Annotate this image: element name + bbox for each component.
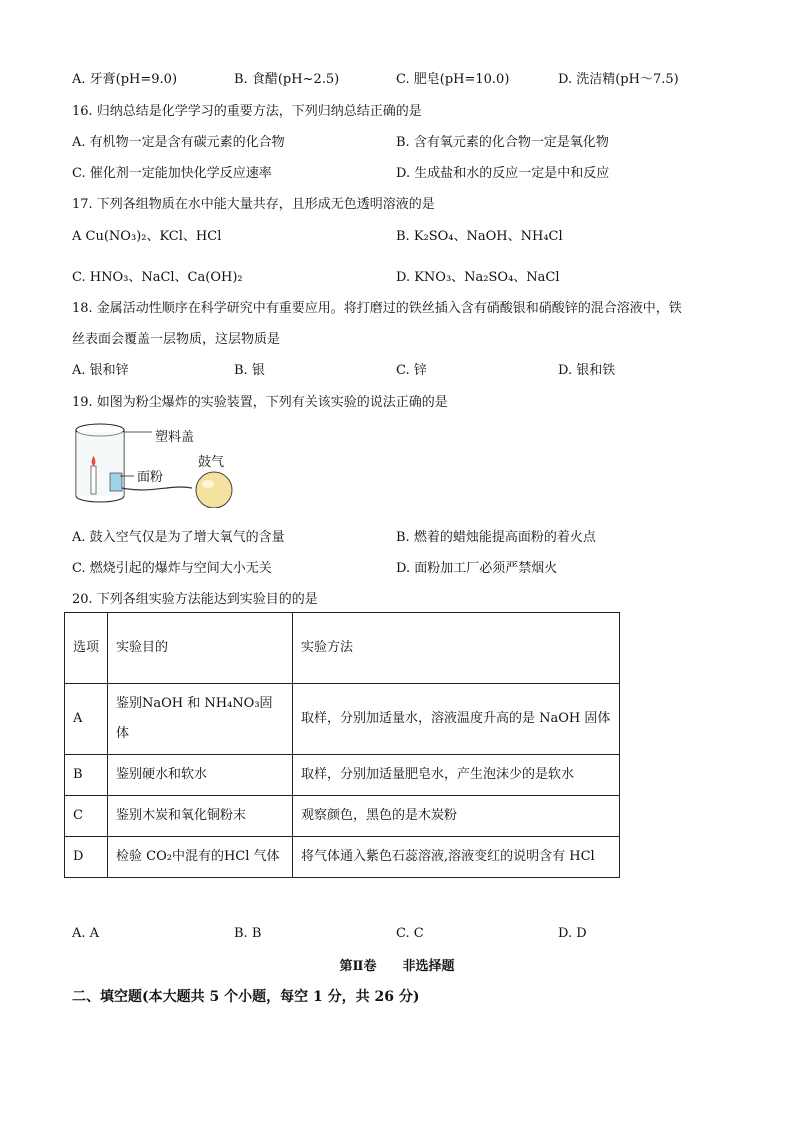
q15-option-b: B. 食醋(pH~2.5) <box>234 72 340 87</box>
row-label: C <box>65 796 108 837</box>
q20-option-a: A. A <box>72 926 100 941</box>
figure-label-pump: 鼓气 <box>198 455 225 470</box>
row-method: 观察颜色，黑色的是木炭粉 <box>293 796 620 837</box>
q19-option-a: A. 鼓入空气仅是为了增大氧气的含量 <box>72 530 285 545</box>
q19-stem: 19. 如图为粉尘爆炸的实验装置，下列有关该实验的说法正确的是 <box>72 395 448 410</box>
q20-option-c: C. C <box>396 926 424 941</box>
table-header-row <box>65 613 620 684</box>
q16-option-c: C. 催化剂一定能加快化学反应速率 <box>72 166 272 181</box>
q17-stem: 17. 下列各组物质在水中能大量共存，且形成无色透明溶液的是 <box>72 197 435 212</box>
row-method: 取样，分别加适量肥皂水，产生泡沫少的是软水 <box>293 755 620 796</box>
q18-option-d: D. 银和铁 <box>558 363 616 378</box>
q16-option-a: A. 有机物一定是含有碳元素的化合物 <box>72 135 285 150</box>
table-row <box>65 837 620 878</box>
row-label: B <box>65 755 108 796</box>
row-purpose: 鉴别硬水和软水 <box>108 755 293 796</box>
q20-option-b: B. B <box>234 926 262 941</box>
q18-stem-line1: 18. 金属活动性顺序在科学研究中有重要应用。将打磨过的铁丝插入含有硝酸银和硝酸锌的混合溶液中，铁 <box>72 301 682 316</box>
q15-option-c: C. 肥皂(pH=10.0) <box>396 72 510 87</box>
q20-stem: 20. 下列各组实验方法能达到实验目的的是 <box>72 592 318 607</box>
header-method: 实验方法 <box>293 613 620 684</box>
q20-option-d: D. D <box>558 926 587 941</box>
header-option: 选项 <box>65 613 108 684</box>
q17-option-c: C. HNO₃、NaCl、Ca(OH)₂ <box>72 270 243 285</box>
section-two-heading: 二、填空题(本大题共 5 个小题，每空 1 分，共 26 分) <box>72 989 420 1005</box>
q16-option-b: B. 含有氧元素的化合物一定是氧化物 <box>396 135 609 150</box>
q18-option-c: C. 锌 <box>396 363 427 378</box>
q17-option-b: B. K₂SO₄、NaOH、NH₄Cl <box>396 229 563 244</box>
experiment-table <box>64 612 620 878</box>
row-method: 取样，分别加适量水，溶液温度升高的是 NaOH 固体 <box>293 684 620 755</box>
q19-option-c: C. 燃烧引起的爆炸与空间大小无关 <box>72 561 272 576</box>
q17-option-a: A Cu(NO₃)₂、KCl、HCl <box>72 229 222 244</box>
table-row <box>65 755 620 796</box>
q19-option-d: D. 面粉加工厂必须严禁烟火 <box>396 561 558 576</box>
q15-option-d: D. 洗洁精(pH～7.5) <box>558 72 679 87</box>
q15-option-a: A. 牙膏(pH=9.0) <box>72 72 178 87</box>
q16-option-d: D. 生成盐和水的反应一定是中和反应 <box>396 166 610 181</box>
q19-option-b: B. 燃着的蜡烛能提高面粉的着火点 <box>396 530 596 545</box>
row-purpose: 检验 CO₂中混有的HCl 气体 <box>108 837 293 878</box>
table-row <box>65 796 620 837</box>
row-purpose: 鉴别NaOH 和 NH₄NO₃固体 <box>108 684 293 755</box>
header-purpose: 实验目的 <box>108 613 293 684</box>
table-row <box>65 684 620 755</box>
figure-label-flour: 面粉 <box>137 470 164 485</box>
part-two-title: 第Ⅱ卷 非选择题 <box>339 959 455 974</box>
row-purpose: 鉴别木炭和氧化铜粉末 <box>108 796 293 837</box>
q18-stem-line2: 丝表面会覆盖一层物质，这层物质是 <box>72 332 281 347</box>
figure-label-lid: 塑料盖 <box>155 430 195 445</box>
q18-option-b: B. 银 <box>234 363 265 378</box>
row-method: 将气体通入紫色石蕊溶液,溶液变红的说明含有 HCl <box>293 837 620 878</box>
q16-stem: 16. 归纳总结是化学学习的重要方法，下列归纳总结正确的是 <box>72 104 422 119</box>
row-label: A <box>65 684 108 755</box>
q17-option-d: D. KNO₃、Na₂SO₄、NaCl <box>396 270 560 285</box>
q18-option-a: A. 银和锌 <box>72 363 129 378</box>
row-label: D <box>65 837 108 878</box>
